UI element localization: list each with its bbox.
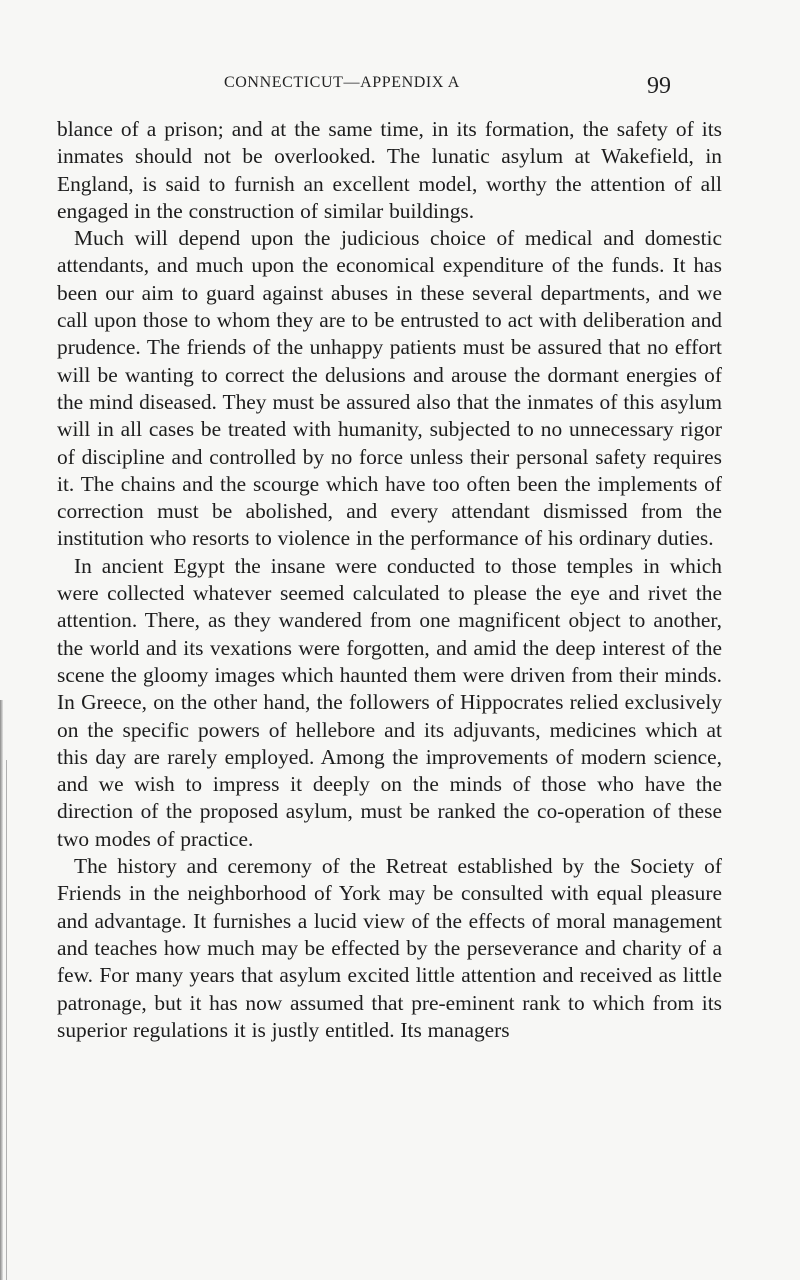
scan-edge-shadow: [0, 700, 3, 1280]
running-header: CONNECTICUT—APPENDIX A: [224, 74, 460, 91]
paragraph-retreat: The history and ceremony of the Retreat established by the Society of Friends in the neighborhood of York may be consulted with equal pleasure and advantage. It furnishes a lucid view of the effects of moral management and teaches how much may be effected by the perseverance and charity of a few. For many years that asylum excited little attention and received as little patronage, but it has now assumed that pre-eminent rank to which from its superior regulations it is justly entitled. Its managers: [57, 854, 722, 1042]
page-number: 99: [647, 73, 671, 99]
body-text: [57, 116, 722, 1044]
scan-edge-line: [6, 760, 7, 1280]
paragraph-continued: blance of a prison; and at the same time, in its formation, the safety of its inmates should not be overlooked. The lunatic asylum at Wakefield, in England, is said to furnish an excellent model, worthy the attention of all engaged in the construction of similar buildings.: [57, 117, 722, 223]
paragraph-attendants: Much will depend upon the judicious choice of medical and domestic attendants, and much upon the economical expenditure of the funds. It has been our aim to guard against abuses in these several departments, and we call upon those to whom they are to be entrusted to act with deliberation and prudence. The friends of the unhappy patients must be assured that no effort will be wanting to correct the delusions and arouse the dormant energies of the mind diseased. They must be assured also that the inmates of this asylum will in all cases be treated with humanity, subjected to no unnecessary rigor of discipline and controlled by no force unless their personal safety requires it. The chains and the scourge which have too often been the implements of correction must be abolished, and every attendant dismissed from the institution who resorts to violence in the performance of his ordinary duties.: [57, 226, 722, 551]
paragraph-egypt-greece: In ancient Egypt the insane were conducted to those temples in which were collected whatever seemed calculated to please the eye and rivet the attention. There, as they wandered from one magnificent object to another, the world and its vexations were forgotten, and amid the deep interest of the scene the gloomy images which haunted them were driven from their minds. In Greece, on the other hand, the followers of Hippocrates relied exclusively on the specific powers of hellebore and its adjuvants, medicines which at this day are rarely employed. Among the improvements of modern science, and we wish to impress it deeply on the minds of those who have the direction of the proposed asylum, must be ranked the co-operation of these two modes of practice.: [57, 553, 722, 851]
